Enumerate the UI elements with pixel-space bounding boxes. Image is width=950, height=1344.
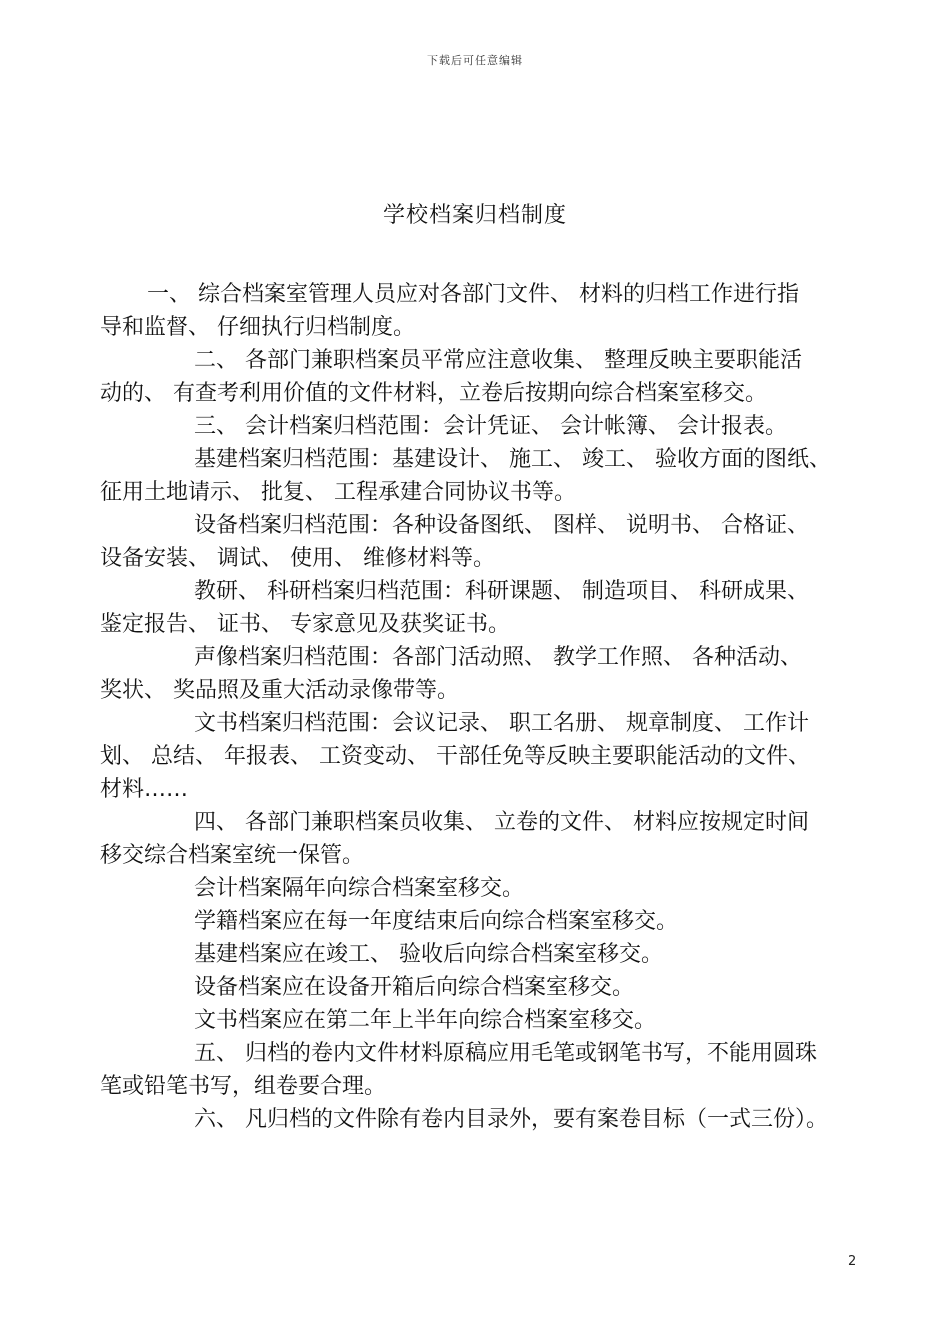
body-line: 会计档案隔年向综合档案室移交。 [194, 876, 525, 901]
body-line: 征用土地请示、 批复、 工程承建合同协议书等。 [100, 480, 576, 505]
document-body [100, 278, 880, 1136]
body-line: 鉴定报告、 证书、 专家意见及获奖证书。 [100, 612, 510, 637]
body-line: 动的、 有查考利用价值的文件材料，立卷后按期向综合档案室移交。 [100, 381, 767, 406]
body-line: 文书档案归档范围：会议记录、 职工名册、 规章制度、 工作计 [194, 711, 809, 736]
body-line: 四、 各部门兼职档案员收集、 立卷的文件、 材料应按规定时间 [194, 810, 809, 835]
body-line: 声像档案归档范围：各部门活动照、 教学工作照、 各种活动、 [194, 645, 802, 670]
body-line: 学籍档案应在每一年度结束后向综合档案室移交。 [194, 909, 679, 934]
body-line: 教研、 科研档案归档范围：科研课题、 制造项目、 科研成果、 [194, 579, 809, 604]
body-line: 设备安装、 调试、 使用、 维修材料等。 [100, 546, 495, 571]
body-line: 一、 综合档案室管理人员应对各部门文件、 材料的归档工作进行指 [147, 282, 799, 307]
body-line: 二、 各部门兼职档案员平常应注意收集、 整理反映主要职能活 [194, 348, 802, 373]
body-line: 基建档案归档范围：基建设计、 施工、 竣工、 验收方面的图纸、 [194, 447, 831, 472]
body-line: 笔或铅笔书写，组卷要合理。 [100, 1074, 387, 1099]
document-title: 学校档案归档制度 [382, 203, 567, 228]
page-number: 2 [848, 1254, 857, 1269]
body-line: 六、 凡归档的文件除有卷内目录外，要有案卷目标（一式三份）。 [194, 1107, 828, 1132]
header-note: 下载后可任意编辑 [427, 54, 523, 67]
body-line: 设备档案归档范围：各种设备图纸、 图样、 说明书、 合格证、 [194, 513, 809, 538]
body-line: 三、 会计档案归档范围：会计凭证、 会计帐簿、 会计报表。 [194, 414, 787, 439]
body-line: 设备档案应在设备开箱后向综合档案室移交。 [194, 975, 635, 1000]
body-line: 奖状、 奖品照及重大活动录像带等。 [100, 678, 459, 703]
body-line: 五、 归档的卷内文件材料原稿应用毛笔或钢笔书写，不能用圆珠 [194, 1041, 817, 1066]
body-line: 材料…… [100, 777, 189, 802]
body-line: 导和监督、 仔细执行归档制度。 [100, 315, 415, 340]
body-line: 文书档案应在第二年上半年向综合档案室移交。 [194, 1008, 657, 1033]
body-line: 基建档案应在竣工、 验收后向综合档案室移交。 [194, 942, 663, 967]
body-line: 移交综合档案室统一保管。 [100, 843, 365, 868]
body-line: 划、 总结、 年报表、 工资变动、 干部任免等反映主要职能活动的文件、 [100, 744, 810, 769]
